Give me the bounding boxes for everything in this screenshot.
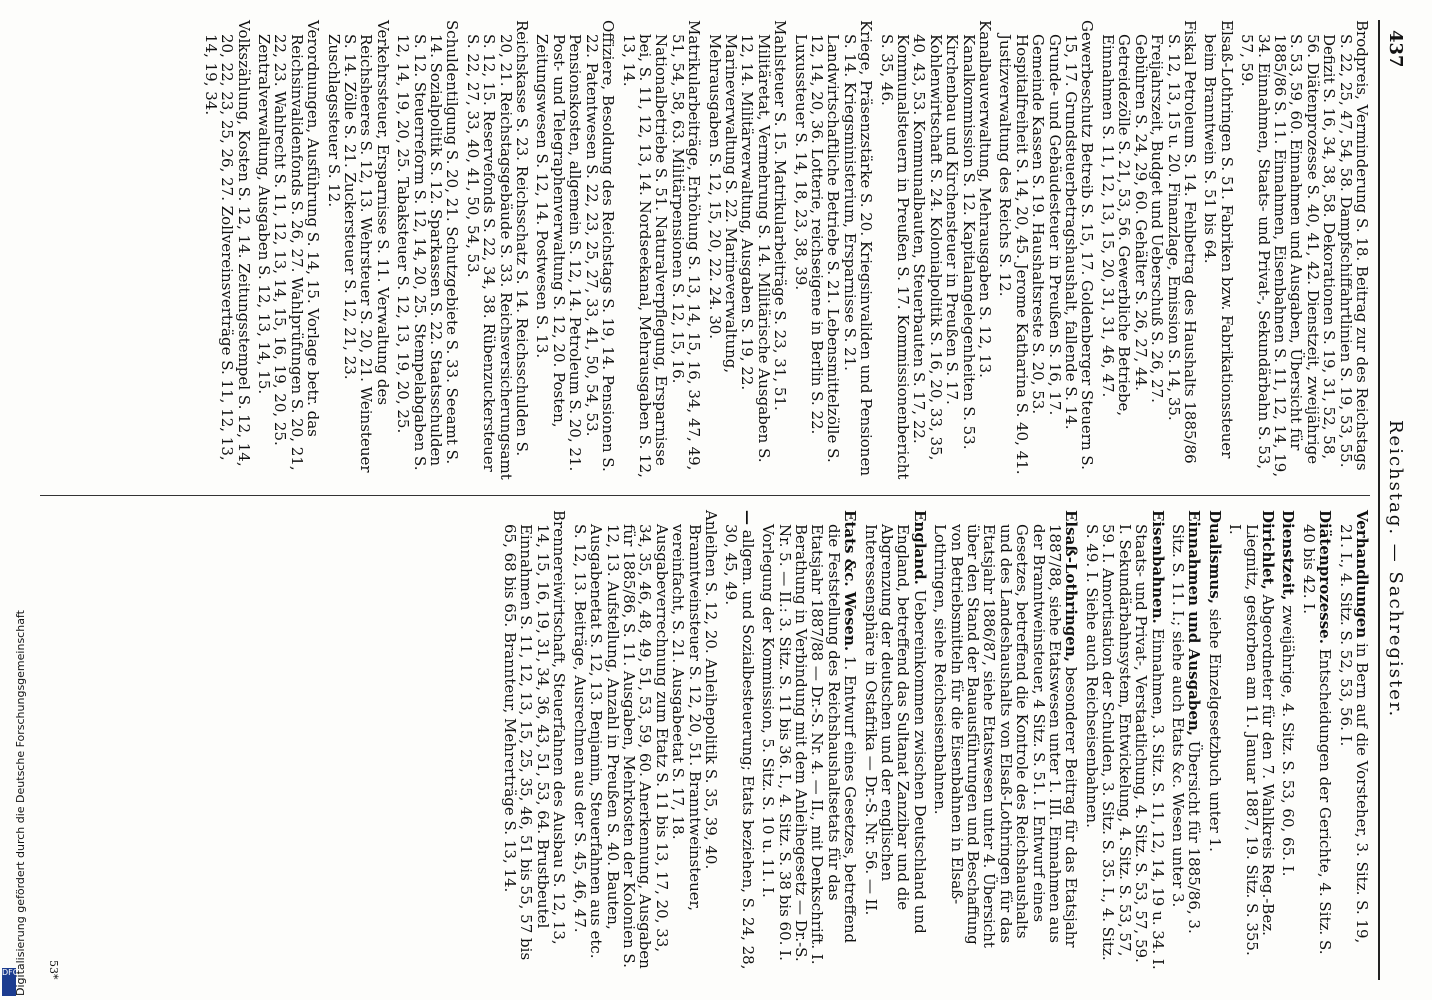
entry-head: Diätenprozesse.: [1316, 510, 1335, 644]
dfg-logo: DFG: [2, 968, 16, 996]
entry-text: Matrikularbeiträge, Erhöhung S. 13, 14, 15, 16, 34, 47, 49, 51, 54, 58, 63. Militärpensionen S. 12, 15, 16. Nationalbetriebe S. 51. Naturalverpflegung, Ersparnisse bei, S. 11, 12, 13, 14. Nordseekanal, Mehrausgaben S. 12, 13, 14.: [619, 20, 704, 478]
register-entry: [862, 510, 928, 970]
register-entry: [202, 20, 251, 480]
entry-text: Schuldentilgung S. 20, 21. Schutzgebiete S. 33. Seeamt S. 14. Sozialpolitik S. 12. Sparkassen S. 22. Staatsschulden S. 12. Steuerreform S. 12, 14, 20, 25. Stempelabgaben S. 12, 14, 19, 20, 25. Tabaksteuer S. 12, 13, 19, 20, 25.: [394, 20, 462, 471]
entry-text: 1. Entwurf eines Gesetzes, betreffend die Feststellung des Reichshaushaltsetats für das Etatsjahr 1887/88 — Dr.-S. Nr. 4. — II., mit Denkschrift. I. Berathung in Verbindung mit dem Anleihegesetz — Dr.-S. Nr. 5. — II.: 3. Sitz. S. 11 bis 36. I., 4. Sitz. S. 38 bis 60. I. Vorlegung der Kommission, 5. Sitz. S. 10 u. 11. I.: [759, 524, 860, 965]
entry-head: Verhandlungen: [1353, 510, 1371, 639]
entry-text: Entscheidungen der Gerichte, 4. Sitz. S. 40 bis 42. I.: [1299, 524, 1335, 955]
entry-head: Dualismus,: [1205, 510, 1224, 604]
register-entry: [1170, 510, 1203, 970]
entry-text: Volkszählung, Kosten S. 12, 14. Zeitungsstempel S. 12, 14, 20, 22, 23, 25, 26, 27. Zollvereinsverträge S. 11, 12, 13, 14, 19, 34.: [201, 20, 253, 467]
column-divider: [40, 495, 1370, 496]
register-entry: [534, 20, 616, 480]
register-entry: [620, 20, 702, 480]
signature-mark: 53*: [47, 960, 60, 980]
entry-text: zweijährige, 4. Sitz. S. 53, 60, 65. I.: [1279, 605, 1298, 877]
register-entry: [1202, 20, 1235, 480]
left-column: [498, 510, 1370, 970]
rotated-content: [10, 20, 1410, 980]
register-entry: [878, 20, 993, 480]
entry-text: Verordnungen, Ausführung S. 14, 15. Vorlage betr. das Reichsinvalidenfonds S. 26, 27. Wahlprüfungen S. 20, 21, 22, 23. Wahlrecht S. 11, 12, 13, 14, 15, 16, 19, 20, 25. Zentralverwaltung, Ausgaben S. 12, 13, 14, 15.: [255, 20, 323, 471]
entry-text: Brennereiwirtschaft, Steuerfahnen des Ausbau S. 12, 13, 14, 15, 16, 19, 31, 34, 36, 43, 51, 53, 64. Brustbeutel Einnahmen S. 11, 12, 13, 15, 25, 35, 46, 51 bis 55, 57 bis 65, 68 bis 65. Brannteur, Mehrerträge S. 13, 14.: [501, 510, 569, 961]
register-entry: [571, 510, 719, 970]
entry-head: —: [738, 510, 757, 525]
entry-head: Dienstzeit,: [1279, 510, 1298, 601]
page-header: [1378, 20, 1410, 980]
entry-head: Dirichlet,: [1258, 510, 1277, 590]
register-entry: [1100, 20, 1198, 480]
register-entry: [1300, 510, 1333, 970]
entry-text: Fiskal Petroleum S. 14. Fehlbetrag des Haushalts 1885/86 S. 12, 13, 15 u. 20. Finanzlage, Emission S. 14, 35. Freijahrszeit, Budget und Ueberschuß S. 26, 27. Gebühren S. 24, 29, 60. Gehälter S. 26, 27, 44. Getreidezölle S. 21, 53, 56. Gewerbliche Betriebe, Einnahmen S. 11, 12, 13, 15, 20, 31, 31, 46, 47.: [1098, 20, 1199, 464]
entry-text: Gewerbeschutz Betreib S. 15, 17. Goldenberger Steuern S. 15, 17. Grundsteuerbetragshaushalt, fallende S. 14. Grunde- und Gebäudesteuer in Preußen S. 16, 17. Gemeinde Kassen S. 19. Haushaltsreste S. 20, 53. Hospitalfreiheit S. 14, 20, 45. Jerome Katharina S. 40, 41. Justizverwaltung des Reichs S. 12.: [996, 20, 1097, 475]
entry-text: Übersicht für 1885/86, 3. Sitz. S. 11. I.; siehe auch Etats &c. Wesen unter 3.: [1168, 524, 1204, 934]
entry-head: Einnahmen und Ausgaben,: [1185, 510, 1204, 736]
entry-text: Brodpreis, Verminderung S. 18. Beitrag zur des Reichstags S. 22, 25, 47, 54, 58. Dampfschiffahrtlinien S. 19, 53, 55. Defizit S. 16, 34, 38, 58. Dekorationen S. 19, 31, 52, 58, 56. Diätenprozesse S. 40, 41, 42. Dienstzeit, zweijährige S. 53, 59, 60. Einnahmen und Ausgaben, Übersicht für 1885/86 S. 11. Einnahmen, Eisenbahnen S. 11, 12, 14, 19, 34. Einnahmen, Staats- und Privat-, Sekundärbahn S. 53, 57, 59.: [1238, 20, 1371, 478]
entry-text: Kanalbauverwaltung, Mehrausgaben S. 12, 13. Kanalkommission S. 12. Kapitalangelegenheiten S. 53. Kirchenbau und Kirchensteuer in Preußen S. 17. Kohlenwirtschaft S. 24. Kolonialpolitik S. 16, 20, 33, 35, 40, 43, 53. Kommunalbauten, Steuerbauten S. 17, 22. Kommunalsteuern in Preußen S. 17. Kommissionenbericht S. 35, 46.: [877, 20, 995, 480]
entry-text: besonderer Beitrag für das Etatsjahr 1887/88, siehe Etatswesen unter 1. III. Einnahmen aus der Branntweinsteuer, 4 Sitz. S. 51. I. Entwurf eines Gesetzes, betreffend die Kontrole des Reichshaushalts und des Landeshaushalts von Elsaß-Lothringen für das Etatsjahr 1886/87, siehe Etatswesen unter 4. Übersicht über den Stand der Bauausführungen und Beschaffung von Betriebsmitteln für die Eisenbahnen in Elsaß-Lothringen, siehe Reichseisenbahnen.: [931, 524, 1081, 948]
right-column: [198, 20, 1370, 480]
entry-head: England.: [910, 510, 929, 585]
entry-text: in Bern auf die Vorsteher, 3. Sitz. S. 19, 21. I., 4. Sitz. S. 52, 53, 56. I.: [1336, 524, 1371, 944]
register-entry: [723, 510, 756, 970]
register-entry: [792, 20, 874, 480]
entry-text: Uebereinkommen zwischen Deutschland und England, betreffend das Sultanat Zanzibar und die Abgrenzung der deutschen und der englischen Interessensphäre in Ostafrika — Dr.-S. Nr. 56. — II.: [861, 524, 929, 934]
register-entry: [1239, 20, 1370, 480]
entry-head: Elsaß-Lothringen,: [1062, 510, 1081, 662]
entry-text: Abgeordneter für den 7. Wahlkreis Reg.-Bez. Liegnitz, gestorben am 11. Januar 1887, 19. Sitz. S. 355. I.: [1226, 524, 1277, 956]
entry-text: Kriege, Präsenzstärke S. 20. Kriegsinvaliden und Pensionen S. 14. Kriegsministerium, Ersparnisse S. 21. Landwirtschaftliche Betriebe S. 21. Lebensmittelzölle S. 12, 14, 20, 36. Lotterie, reichseigene in Berlin S. 22. Luxussteuer S. 14, 18, 23, 38, 39.: [791, 20, 876, 476]
register-entry: [464, 20, 530, 480]
register-entry: [1084, 510, 1166, 970]
footer-credit: Digitalisierung gefördert durch die Deutsche Forschungsgemeinschaft: [14, 610, 27, 996]
entry-text: allgem. und Sozialbesteuerung; Etats beziehen, S. 24, 28, 30, 45, 49.: [722, 524, 757, 970]
entry-head: Etats &c. Wesen.: [841, 510, 860, 652]
entry-text: Offiziere, Besoldung des Reichstags S. 19, 14. Pensionen S. 22. Patentwesen S. 22, 23, 25, 27, 33, 41, 50, 54, 53. Pensionskosten, allgemein S. 12, 14. Petroleum S. 20, 21. Post- und Telegraphenverwaltung S. 12, 20. Posten, Zeitungswesen S. 12, 14. Postwesen S. 13.: [533, 20, 618, 472]
register-entry: [1227, 510, 1276, 970]
register-entry: [1280, 510, 1296, 970]
entry-head: Eisenbahnen.: [1148, 510, 1167, 624]
register-entry: [706, 20, 788, 480]
register-entry: [502, 510, 568, 970]
register-entry: [325, 20, 391, 480]
entry-text: Elsaß-Lothringen S. 51. Fabriken bzw. Fabrikationssteuer beim Branntwein S. 51 bis 64.: [1201, 20, 1236, 459]
register-entry: [997, 20, 1095, 480]
register-entry: [256, 20, 322, 480]
entry-text: Anleihen S. 12, 20. Anleihepolitik S. 35, 39, 40. Branntweinsteuer S. 12, 20, 51. Branntweinsteuer, vereinfacht, S. 21. Ausgabeetat S. 17, 18. Ausgabeverrechnung zum Etatz S. 11 bis 13, 17, 20, 33, 34, 35, 46, 48, 49, 51, 53, 59, 60. Anerkennung, Ausgaben für 1885/86, S. 11. Ausgaben, Mehrkosten der Kolonien S. 12, 13. Aufstellung, Anzahl in Preußen S. 40. Bauten, Ausgabenetat S. 12, 13. Benjamin, Steuerfahnen aus etc. S. 12, 13. Beiträge, Ausrechnen aus der S. 45, 46, 47.: [570, 510, 720, 969]
register-entry: [1206, 510, 1222, 970]
page-number: 437: [1385, 30, 1406, 68]
entry-text: Reichskasse S. 23. Reichsschatz S. 14. Reichsschulden S. 20, 21. Reichstagsgebäude S. 33. Reichsversicherungsamt S. 12, 15. Reservefonds S. 22, 34, 38. Rübenzuckersteuer S. 22, 27, 33, 40, 41, 50, 54, 53.: [463, 20, 532, 480]
entry-text: Verkehrssteuer, Ersparnisse S. 11. Verwaltung des Reichsheeres S. 12, 13. Wehrsteuer S. 20, 21. Weinsteuer S. 14. Zölle S. 21. Zuckersteuer S. 12, 21, 23. Zuschlagssteuer S. 12.: [324, 20, 392, 473]
register-entry: [760, 510, 858, 970]
entry-text: Einnahmen, 3. Sitz. S. 11, 12, 14, 19 u. 34. I. Staats- und Privat-, Verstaatlichung, 4. Sitz. S. 53, 57, 59. I. Sekundärbahnsystem, Entwickelung, 4. Sitz. S. 53, 57, 59. I. Amortisation der Schulden, 3. Sitz. S. 35. I., 4. Sitz. S. 49. I. Siehe auch Reichseisenbahnen.: [1082, 524, 1167, 970]
register-entry: [932, 510, 1080, 970]
register-entry: [395, 20, 461, 480]
register-entry: [1337, 510, 1370, 970]
entry-text: Mahlsteuer S. 15. Matrikularbeiträge S. 23, 31, 51. Militäretat, Vermehrung S. 14. Militärische Ausgaben S. 12, 14. Militärverwaltung, Ausgaben S. 19, 22. Marineverwaltung S. 22. Marineverwaltung, Mehrausgaben S. 12, 15, 20, 22. 24. 30.: [705, 20, 790, 463]
entry-text: siehe Einzelgesetzbuch unter 1.: [1205, 608, 1224, 852]
running-title: Reichstag. — Sachregister.: [1385, 420, 1406, 719]
